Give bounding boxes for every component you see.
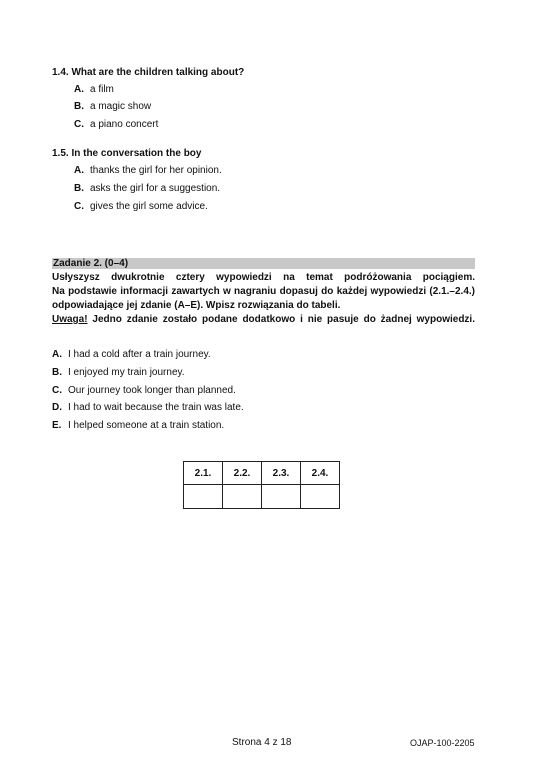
option-1-5-a [74,165,222,176]
answer-table-header-row [184,462,340,485]
sentence-text: I had a cold after a train journey. [68,349,211,360]
option-text: gives the girl some advice. [90,201,208,212]
option-1-5-b [74,183,220,194]
sentence-text: I helped someone at a train station. [68,420,225,431]
answer-cell-2-1[interactable] [184,485,223,509]
option-letter: A. [74,165,84,176]
sentence-text: I enjoyed my train journey. [68,367,185,378]
option-1-5-c [74,201,208,212]
answer-header-2-1: 2.1. [184,462,223,485]
warning-text: Jedno zdanie zostało podane dodatkowo i nie pasuje do żadnej wypowiedzi. [87,314,475,325]
option-letter: B. [74,183,84,194]
sentence-a [52,349,211,360]
sentence-c [52,385,236,396]
task-2-heading: Zadanie 2. (0–4) [53,258,129,269]
question-1-5-title: 1.5. In the conversation the boy [52,148,202,159]
option-text: a magic show [90,101,152,112]
option-1-4-a [74,84,114,95]
task-2-instruction-line-3: odpowiadające jej zdanie (A–E). Wpisz rozwiązania do tabeli. [52,300,341,311]
sentence-letter: E. [52,420,62,431]
sentence-letter: A. [52,349,62,360]
task-2-instruction-line-2: Na podstawie informacji zawartych w nagraniu dopasuj do każdej wypowiedzi (2.1.–2.4.) [52,286,475,297]
sentence-text: I had to wait because the train was late. [68,402,244,413]
answer-cell-2-4[interactable] [301,485,340,509]
answer-header-2-3: 2.3. [262,462,301,485]
answer-table-input-row [184,485,340,509]
task-2-instruction-line-1: Usłyszysz dwukrotnie cztery wypowiedzi na temat podróżowania pociągiem. [52,272,475,283]
sentence-letter: B. [52,367,62,378]
question-1-4-title: 1.4. What are the children talking about? [52,67,245,78]
option-letter: B. [74,101,84,112]
answer-header-2-2: 2.2. [223,462,262,485]
warning-label: Uwaga! [52,314,88,325]
sentence-b [52,367,185,378]
answer-table [183,461,340,509]
answer-header-2-4: 2.4. [301,462,340,485]
sentence-text: Our journey took longer than planned. [68,385,236,396]
sentence-d [52,402,244,413]
exam-code: OJAP-100-2205 [410,738,475,748]
option-1-4-c [74,119,158,130]
sentence-e [52,420,224,431]
page-number: Strona 4 z 18 [232,737,292,748]
option-text: thanks the girl for her opinion. [90,165,222,176]
option-letter: A. [74,84,84,95]
sentence-letter: D. [52,402,62,413]
option-text: a film [90,84,114,95]
option-text: a piano concert [90,119,159,130]
option-text: asks the girl for a suggestion. [90,183,221,194]
answer-cell-2-2[interactable] [223,485,262,509]
sentence-letter: C. [52,385,62,396]
answer-cell-2-3[interactable] [262,485,301,509]
option-letter: C. [74,119,84,130]
task-2-warning [52,314,475,325]
option-1-4-b [74,101,151,112]
option-letter: C. [74,201,84,212]
